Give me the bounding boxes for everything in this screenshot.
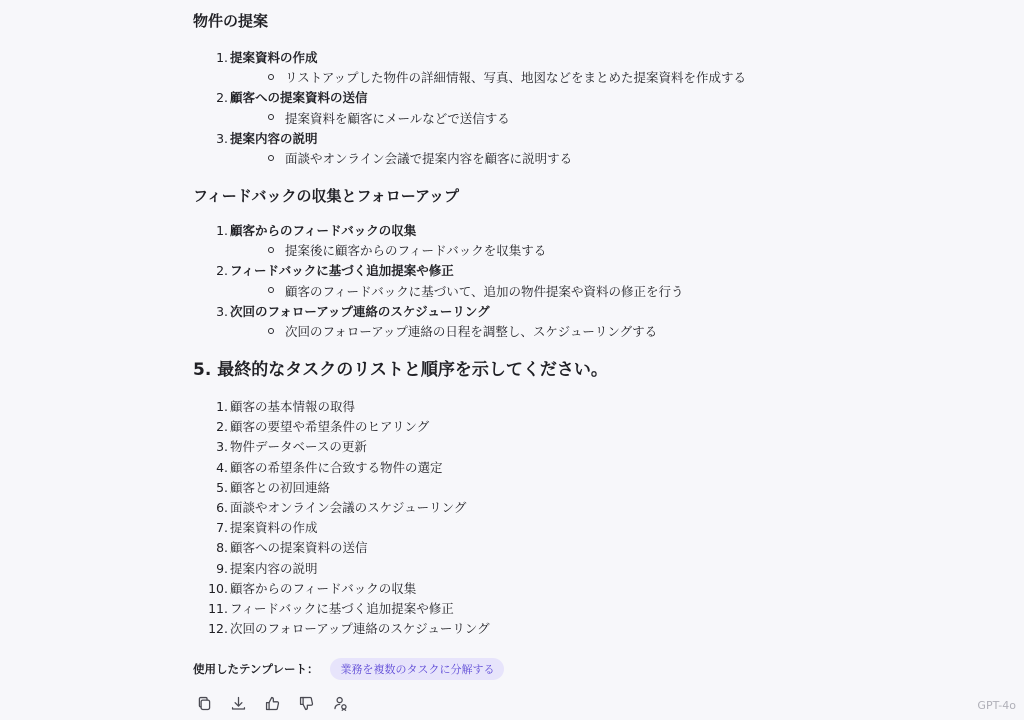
sub-item-text: 提案資料を顧客にメールなどで送信する [285,110,510,126]
bullet-icon [268,287,274,293]
list-item-title: 顧客への提案資料の送信 [230,90,368,106]
download-button[interactable] [228,693,248,713]
template-chip[interactable]: 業務を複数のタスクに分解する [330,658,504,680]
ordered-list [193,48,747,169]
task-label: 次回のフォローアップ連絡のスケジューリング [230,621,490,637]
sub-item [193,241,609,261]
message-actions [194,693,350,713]
list-item-title: フィードバックに基づく追加提案や修正 [230,263,454,279]
list-item [193,129,671,149]
task-label: フィードバックに基づく追加提案や修正 [230,601,454,617]
list-number: 2. [216,90,228,106]
model-label: GPT-4o [977,699,1016,712]
list-number: 3. [216,303,228,319]
thumbs-up-button[interactable] [262,693,282,713]
task-item [193,599,453,619]
list-item-title: 顧客からのフィードバックの収集 [230,223,417,238]
task-label: 顧客からのフィードバックの収集 [230,580,417,596]
task-item [193,559,453,579]
task-number: 10. [208,580,228,596]
task-label: 顧客との初回連絡 [230,479,331,495]
download-icon [230,695,247,712]
sub-item [193,282,684,302]
task-number: 7. [216,520,228,536]
sub-item [193,149,671,169]
task-number: 1. [216,399,228,414]
thumbs-up-icon [264,695,281,712]
task-item [193,458,453,478]
task-number: 5. [216,479,228,495]
list-number: 2. [216,263,228,279]
final-heading: 5. 最終的なタスクのリストと順序を示してください。 [193,360,608,380]
copy-icon [196,695,213,712]
task-item [193,498,467,518]
bullet-icon [268,155,274,161]
sub-item-text: 顧客のフィードバックに基づいて、追加の物件提案や資料の修正を行う [285,283,684,299]
task-label: 物件データベースの更新 [230,439,367,455]
list-number: 1. [216,223,228,238]
task-number: 4. [216,459,228,475]
task-item [193,579,453,599]
list-item-title: 提案内容の説明 [230,130,318,146]
task-label: 顧客への提案資料の送信 [230,540,368,556]
task-label: 面談やオンライン会議のスケジューリング [230,500,467,516]
section-heading: フィードバックの収集とフォローアップ [193,187,459,205]
task-number: 12. [208,621,228,637]
section-heading: 物件の提案 [193,12,269,30]
list-item [193,48,671,68]
task-label: 顧客の基本情報の取得 [230,399,356,414]
task-number: 6. [216,500,228,516]
task-label: 顧客の希望条件に合致する物件の選定 [230,459,443,475]
list-item [193,302,609,322]
bullet-icon [268,247,274,253]
task-item [193,417,453,437]
task-number: 8. [216,540,228,556]
list-item [193,88,671,108]
regenerate-button[interactable] [330,693,350,713]
task-item [193,518,453,538]
template-label: 使用したテンプレート： [193,662,319,676]
task-item [193,397,453,417]
task-label: 顧客の要望や希望条件のヒアリング [230,419,430,435]
regenerate-icon [332,695,349,712]
final-task-list [193,397,490,639]
list-item-title: 提案資料の作成 [230,50,318,65]
bullet-icon [268,74,274,80]
sub-item-text: 面談やオンライン会議で提案内容を顧客に説明する [285,151,573,167]
list-number: 1. [216,50,228,65]
task-item [193,478,453,498]
task-number: 3. [216,439,228,455]
list-number: 3. [216,130,228,146]
task-number: 9. [216,560,228,576]
thumbs-down-icon [298,695,315,712]
list-item [193,221,609,241]
list-item [193,261,609,281]
list-item-title: 次回のフォローアップ連絡のスケジューリング [230,303,490,319]
sub-item [193,109,671,129]
task-number: 2. [216,419,228,435]
task-label: 提案内容の説明 [230,560,318,576]
task-number: 11. [208,601,228,617]
bullet-icon [268,114,274,120]
sub-item-text: リストアップした物件の詳細情報、写真、地図などをまとめた提案資料を作成する [285,70,747,86]
sub-item-text: 提案後に顧客からのフィードバックを収集する [285,243,547,259]
sub-item [193,322,658,342]
template-row [193,658,504,680]
task-item [193,538,453,558]
sub-item-text: 次回のフォローアップ連絡の日程を調整し、スケジューリングする [285,324,658,340]
task-item [193,437,453,457]
task-label: 提案資料の作成 [230,520,318,536]
sub-item [193,68,747,88]
task-item [193,619,490,639]
ordered-list [193,221,684,342]
bullet-icon [268,328,274,334]
thumbs-down-button[interactable] [296,693,316,713]
copy-button[interactable] [194,693,214,713]
